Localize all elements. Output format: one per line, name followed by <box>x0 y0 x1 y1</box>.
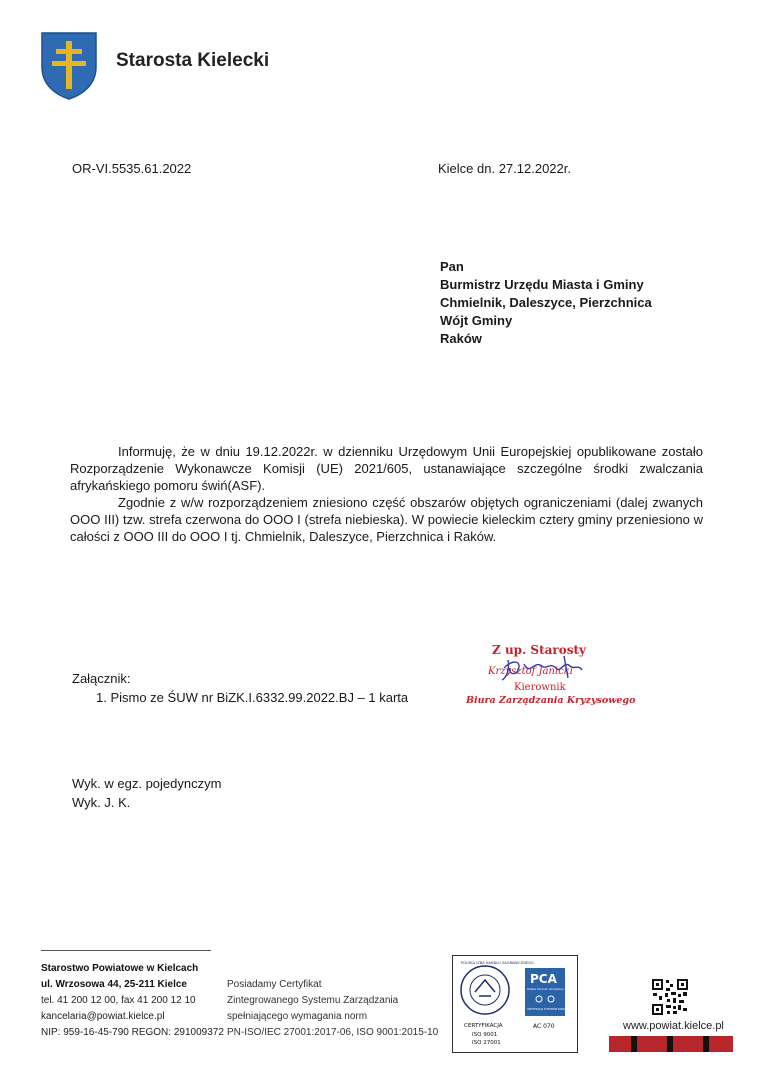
footer-divider <box>41 950 211 951</box>
office-phone: tel. 41 200 12 00, fax 41 200 12 10 <box>41 995 196 1006</box>
certificate-line: Posiadamy Certyfikat <box>227 979 322 990</box>
office-ids: NIP: 959-16-45-790 REGON: 291009372 <box>41 1027 224 1038</box>
certificate-line: PN-ISO/IEC 27001:2017-06, ISO 9001:2015-10 <box>227 1027 439 1038</box>
chamber-ring-text: POLSKA IZBA HANDLU ZAGRANICZNEGO <box>461 961 534 965</box>
footer-certificate-info <box>227 977 438 1041</box>
stamp-line: Z up. Starosty <box>492 643 586 657</box>
stamp-line: Kierownik <box>514 682 566 693</box>
footer-office-info <box>41 961 224 1041</box>
recipient-line: Raków <box>440 331 482 346</box>
website-link[interactable]: www.powiat.kielce.pl <box>623 1020 724 1032</box>
qr-code <box>651 978 689 1016</box>
certification-logos <box>452 955 578 1053</box>
certificate-line: Zintegrowanego Systemu Zarządzania <box>227 995 399 1006</box>
pca-subtitle: Polskie Centrum Akredytacji <box>527 988 564 991</box>
official-stamp <box>452 640 662 715</box>
copy-note <box>72 774 221 812</box>
letter-body <box>70 443 703 545</box>
recipient-line: Chmielnik, Daleszyce, Pierzchnica <box>440 295 652 310</box>
recipient-address <box>440 258 652 348</box>
footer-color-bar <box>609 1036 733 1052</box>
body-paragraph: Zgodnie z w/w rozporządzeniem zniesiono część obszarów objętych ograniczeniami (dalej zwanych OOO III) tzw. strefa czerwona do OOO I (strefa niebieska). W powiecie kieleckim cztery gminy przeniesiono w całości z OOO III do OOO I tj. Chmielnik, Daleszyce, Pierzchnica i Raków. <box>70 495 703 544</box>
bar-segment <box>709 1036 733 1052</box>
bar-segment <box>673 1036 703 1052</box>
office-address: ul. Wrzosowa 44, 25-211 Kielce <box>41 979 187 990</box>
cert-label: CERTYFIKACJA <box>464 1023 503 1029</box>
header-title: Starosta Kielecki <box>116 50 270 71</box>
office-email: kancelaria@powiat.kielce.pl <box>41 1011 165 1022</box>
bar-segment <box>637 1036 667 1052</box>
certificate-line: spełniającego wymagania norm <box>227 1011 368 1022</box>
attachments-section <box>72 669 408 707</box>
body-paragraph: Informuję, że w dniu 19.12.2022r. w dzienniku Urzędowym Unii Europejskiej opublikowane zostało Rozporządzenie Wykonawcze Komisji (UE) 2021/605, ustanawiające szczególne środki zwalczania afrykańskiego pomoru świń(ASF). <box>70 444 703 493</box>
pca-logo: PCA <box>530 972 557 986</box>
office-name: Starostwo Powiatowe w Kielcach <box>41 963 199 974</box>
copy-note-line: Wyk. J. K. <box>72 795 131 810</box>
attachments-label: Załącznik: <box>72 671 131 686</box>
cert-iso: ISO 27001 <box>472 1040 501 1046</box>
reference-number: OR-VI.5535.61.2022 <box>72 161 192 176</box>
pca-ac-number: AC 070 <box>533 1023 555 1030</box>
copy-note-line: Wyk. w egz. pojedynczym <box>72 776 222 791</box>
stamp-line: Biura Zarządzania Kryzysowego <box>466 695 636 706</box>
attachment-item: 1. Pismo ze ŚUW nr BiZK.I.6332.99.2022.BJ – 1 karta <box>96 690 409 705</box>
coat-of-arms-crest <box>40 31 98 101</box>
cert-iso: ISO 9001 <box>472 1032 498 1038</box>
stamp-line: Krzysztof Janicki <box>488 666 573 677</box>
recipient-line: Wójt Gminy <box>440 313 513 328</box>
letter-date: Kielce dn. 27.12.2022r. <box>438 161 571 176</box>
recipient-line: Pan <box>440 259 464 274</box>
pca-cert: CERTYFIKACJA SYSTEMÓW ZARZĄDZANIA <box>527 1008 575 1011</box>
bar-segment <box>609 1036 631 1052</box>
recipient-line: Burmistrz Urzędu Miasta i Gminy <box>440 277 644 292</box>
